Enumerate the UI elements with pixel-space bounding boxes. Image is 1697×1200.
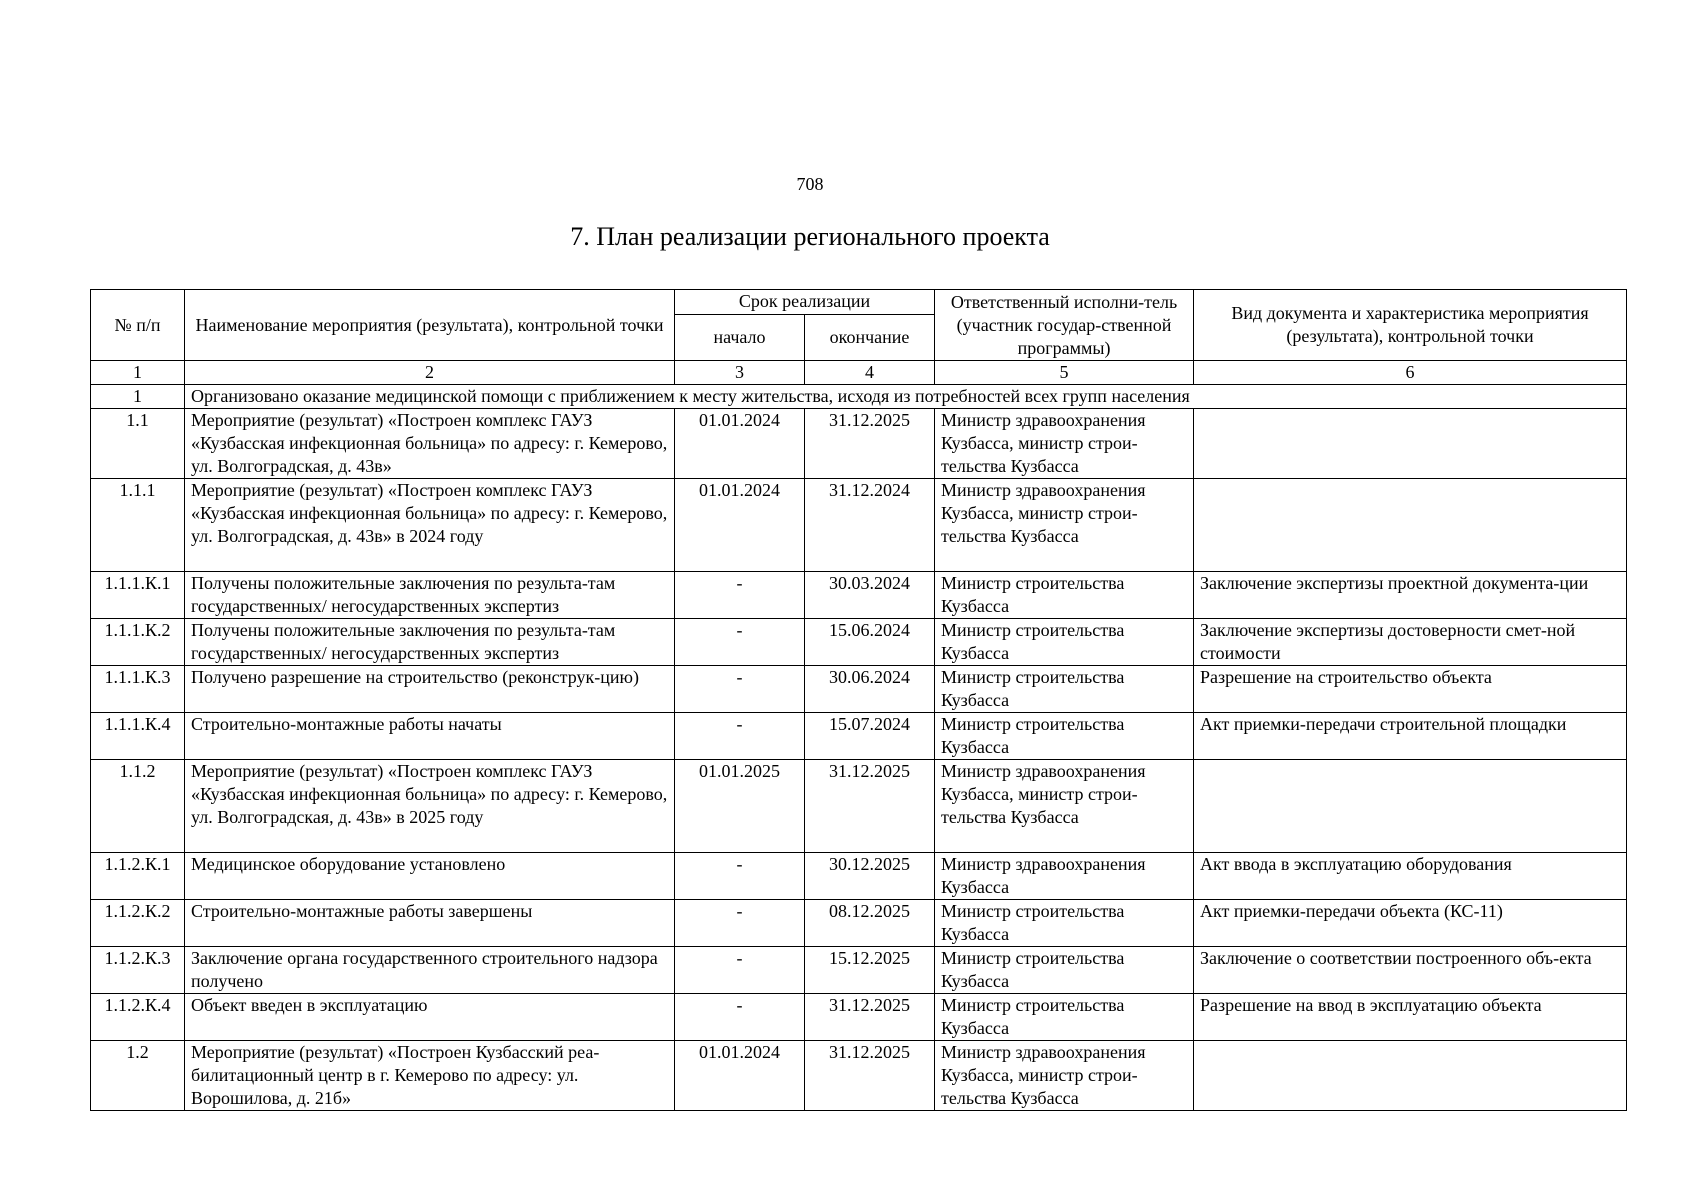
table-row [91, 479, 1627, 572]
implementation-plan-table [90, 289, 1627, 1111]
header-document: Вид документа и характеристика мероприятия (результата), контрольной точки [1194, 290, 1627, 361]
row-document: Акт приемки-передачи строительной площадки [1194, 713, 1627, 760]
header-name: Наименование мероприятия (результата), контрольной точки [185, 290, 675, 361]
row-end-date: 30.06.2024 [805, 666, 935, 713]
section-number: 1 [91, 385, 185, 409]
row-responsible: Министр строительства Кузбасса [935, 900, 1194, 947]
header-num: № п/п [91, 290, 185, 361]
row-name: Получено разрешение на строительство (реконструк-цию) [185, 666, 675, 713]
row-document [1194, 479, 1627, 572]
row-start-date: - [675, 994, 805, 1041]
row-document: Заключение о соответствии построенного объ-екта [1194, 947, 1627, 994]
table-row [91, 947, 1627, 994]
page-number: 708 [796, 174, 824, 194]
row-number: 1.1.1.К.3 [91, 666, 185, 713]
column-numbering-row [91, 361, 1627, 385]
row-responsible: Министр строительства Кузбасса [935, 572, 1194, 619]
row-end-date: 31.12.2025 [805, 760, 935, 853]
column-number: 6 [1194, 361, 1627, 385]
row-end-date: 08.12.2025 [805, 900, 935, 947]
row-name: Получены положительные заключения по результа-там государственных/ негосударственных экспертиз [185, 619, 675, 666]
row-number: 1.1.2.К.2 [91, 900, 185, 947]
table-row [91, 994, 1627, 1041]
row-responsible: Министр здравоохранения Кузбасса, министр строи-тельства Кузбасса [935, 409, 1194, 479]
header-start: начало [675, 314, 805, 360]
table-row [91, 619, 1627, 666]
row-responsible: Министр строительства Кузбасса [935, 947, 1194, 994]
table-row [91, 1041, 1627, 1111]
table-row [91, 572, 1627, 619]
table-row [91, 409, 1627, 479]
row-responsible: Министр строительства Кузбасса [935, 666, 1194, 713]
row-number: 1.1.2.К.4 [91, 994, 185, 1041]
row-name: Заключение органа государственного строительного надзора получено [185, 947, 675, 994]
row-start-date: 01.01.2024 [675, 479, 805, 572]
row-document: Разрешение на строительство объекта [1194, 666, 1627, 713]
row-start-date: 01.01.2024 [675, 409, 805, 479]
row-number: 1.1 [91, 409, 185, 479]
row-responsible: Министр здравоохранения Кузбасса, министр строи-тельства Кузбасса [935, 1041, 1194, 1111]
row-end-date: 30.03.2024 [805, 572, 935, 619]
row-start-date: - [675, 572, 805, 619]
row-responsible: Министр строительства Кузбасса [935, 994, 1194, 1041]
row-document [1194, 760, 1627, 853]
row-name: Объект введен в эксплуатацию [185, 994, 675, 1041]
row-start-date: - [675, 900, 805, 947]
column-number: 1 [91, 361, 185, 385]
row-document: Акт приемки-передачи объекта (КС-11) [1194, 900, 1627, 947]
table-row [91, 666, 1627, 713]
row-end-date: 15.12.2025 [805, 947, 935, 994]
row-start-date: - [675, 713, 805, 760]
row-end-date: 31.12.2025 [805, 409, 935, 479]
row-name: Мероприятие (результат) «Построен комплекс ГАУЗ «Кузбасская инфекционная больница» по адресу: г. Кемерово, ул. Волгоградская, д. 43в» в 2024 году [185, 479, 675, 572]
row-name: Мероприятие (результат) «Построен Кузбасский реа-билитационный центр в г. Кемерово по адресу: ул. Ворошилова, д. 21б» [185, 1041, 675, 1111]
row-document: Заключение экспертизы проектной документа-ции [1194, 572, 1627, 619]
table-row [91, 853, 1627, 900]
row-end-date: 31.12.2024 [805, 479, 935, 572]
page-title: 7. План реализации регионального проекта [570, 222, 1050, 251]
row-number: 1.1.1.К.2 [91, 619, 185, 666]
column-number: 2 [185, 361, 675, 385]
row-start-date: - [675, 947, 805, 994]
header-term: Срок реализации [675, 290, 935, 315]
row-name: Мероприятие (результат) «Построен комплекс ГАУЗ «Кузбасская инфекционная больница» по адресу: г. Кемерово, ул. Волгоградская, д. 43в» в 2025 году [185, 760, 675, 853]
row-end-date: 15.07.2024 [805, 713, 935, 760]
section-title: Организовано оказание медицинской помощи с приближением к месту жительства, исходя из потребностей всех групп населения [185, 385, 1627, 409]
column-number: 3 [675, 361, 805, 385]
table-row [91, 900, 1627, 947]
row-document: Заключение экспертизы достоверности смет-ной стоимости [1194, 619, 1627, 666]
row-number: 1.1.1.К.1 [91, 572, 185, 619]
row-number: 1.1.2.К.1 [91, 853, 185, 900]
section-row [91, 385, 1627, 409]
row-name: Строительно-монтажные работы завершены [185, 900, 675, 947]
row-document [1194, 1041, 1627, 1111]
row-document: Разрешение на ввод в эксплуатацию объекта [1194, 994, 1627, 1041]
row-responsible: Министр здравоохранения Кузбасса [935, 853, 1194, 900]
header-responsible: Ответственный исполни-тель (участник государ-ственной программы) [935, 290, 1194, 361]
row-end-date: 31.12.2025 [805, 1041, 935, 1111]
row-start-date: - [675, 853, 805, 900]
row-end-date: 30.12.2025 [805, 853, 935, 900]
header-end: окончание [805, 314, 935, 360]
table-row [91, 713, 1627, 760]
row-name: Медицинское оборудование установлено [185, 853, 675, 900]
row-start-date: - [675, 666, 805, 713]
row-number: 1.2 [91, 1041, 185, 1111]
row-start-date: - [675, 619, 805, 666]
row-name: Получены положительные заключения по результа-там государственных/ негосударственных экспертиз [185, 572, 675, 619]
row-name: Строительно-монтажные работы начаты [185, 713, 675, 760]
row-number: 1.1.1 [91, 479, 185, 572]
column-number: 4 [805, 361, 935, 385]
row-responsible: Министр здравоохранения Кузбасса, министр строи-тельства Кузбасса [935, 760, 1194, 853]
row-responsible: Министр здравоохранения Кузбасса, министр строи-тельства Кузбасса [935, 479, 1194, 572]
row-end-date: 15.06.2024 [805, 619, 935, 666]
column-number: 5 [935, 361, 1194, 385]
row-responsible: Министр строительства Кузбасса [935, 713, 1194, 760]
row-document [1194, 409, 1627, 479]
table-row [91, 760, 1627, 853]
row-responsible: Министр строительства Кузбасса [935, 619, 1194, 666]
row-start-date: 01.01.2024 [675, 1041, 805, 1111]
row-number: 1.1.2.К.3 [91, 947, 185, 994]
row-name: Мероприятие (результат) «Построен комплекс ГАУЗ «Кузбасская инфекционная больница» по адресу: г. Кемерово, ул. Волгоградская, д. 43в» [185, 409, 675, 479]
row-document: Акт ввода в эксплуатацию оборудования [1194, 853, 1627, 900]
row-number: 1.1.1.К.4 [91, 713, 185, 760]
row-end-date: 31.12.2025 [805, 994, 935, 1041]
row-start-date: 01.01.2025 [675, 760, 805, 853]
row-number: 1.1.2 [91, 760, 185, 853]
